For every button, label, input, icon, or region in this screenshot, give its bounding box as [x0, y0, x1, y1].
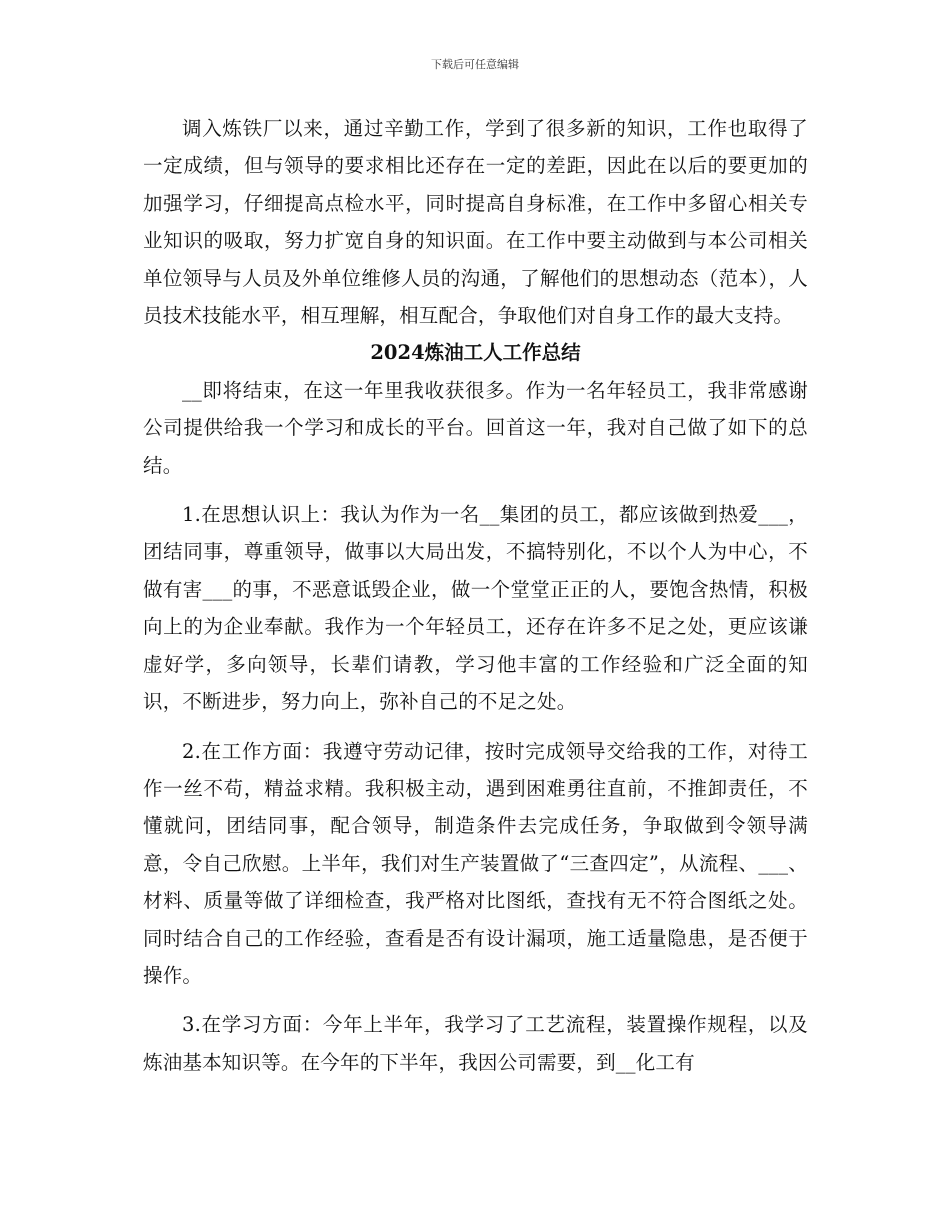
section-paragraph-work: 2.在工作方面：我遵守劳动记律，按时完成领导交给我的工作，对待工作一丝不苟，精益求精。我积极主动，遇到困难勇往直前，不推卸责任，不懂就问，团结同事，配合领导，制造条件去完成任务，争取做到令领导满意，令自己欣慰。上半年，我们对生产装置做了“三查四定”，从流程、___、材料、质量等做了详细检查，我严格对比图纸，查找有无不符合图纸之处。同时结合自己的工作经验，查看是否有设计漏项，施工适量隐患，是否便于操作。	[143, 739, 808, 987]
section-paragraph-study: 3.在学习方面：今年上半年，我学习了工艺流程，装置操作规程，以及炼油基本知识等。在今年的下半年，我因公司需要，到__化工有	[143, 1013, 808, 1074]
section-title: 2024炼油工人工作总结	[370, 341, 581, 365]
paragraph-gap	[143, 484, 808, 496]
page-header-note: 下载后可任意编辑	[431, 58, 519, 71]
paragraph-gap	[143, 721, 808, 733]
intro-paragraph: 调入炼铁厂以来，通过辛勤工作，学到了很多新的知识，工作也取得了一定成绩，但与领导的要求相比还存在一定的差距，因此在以后的要更加的加强学习，仔细提高点检水平，同时提高自身标准，在工作中多留心相关专业知识的吸取，努力扩宽自身的知识面。在工作中要主动做到与本公司相关单位领导与人员及外单位维修人员的沟通，了解他们的思想动态（范本），人员技术技能水平，相互理解，相互配合，争取他们对自身工作的最大支持。	[143, 117, 808, 328]
paragraph-gap	[143, 994, 808, 1006]
section-paragraph-thought: 1.在思想认识上：我认为作为一名__集团的员工，都应该做到热爱___，团结同事，尊重领导，做事以大局出发，不搞特别化，不以个人为中心，不做有害___的事，不恶意诋毁企业，做一个堂堂正正的人，要饱含热情，积极向上的为企业奉献。我作为一个年轻员工，还存在许多不足之处，更应该谦虚好学，多向领导，长辈们请教，学习他丰富的工作经验和广泛全面的知识，不断进步，努力向上，弥补自己的不足之处。	[143, 503, 808, 714]
document-body	[143, 110, 808, 1081]
section-paragraph-intro: __即将结束，在这一年里我收获很多。作为一名年轻员工，我非常感谢公司提供给我一个学习和成长的平台。回首这一年，我对自己做了如下的总结。	[143, 378, 808, 477]
